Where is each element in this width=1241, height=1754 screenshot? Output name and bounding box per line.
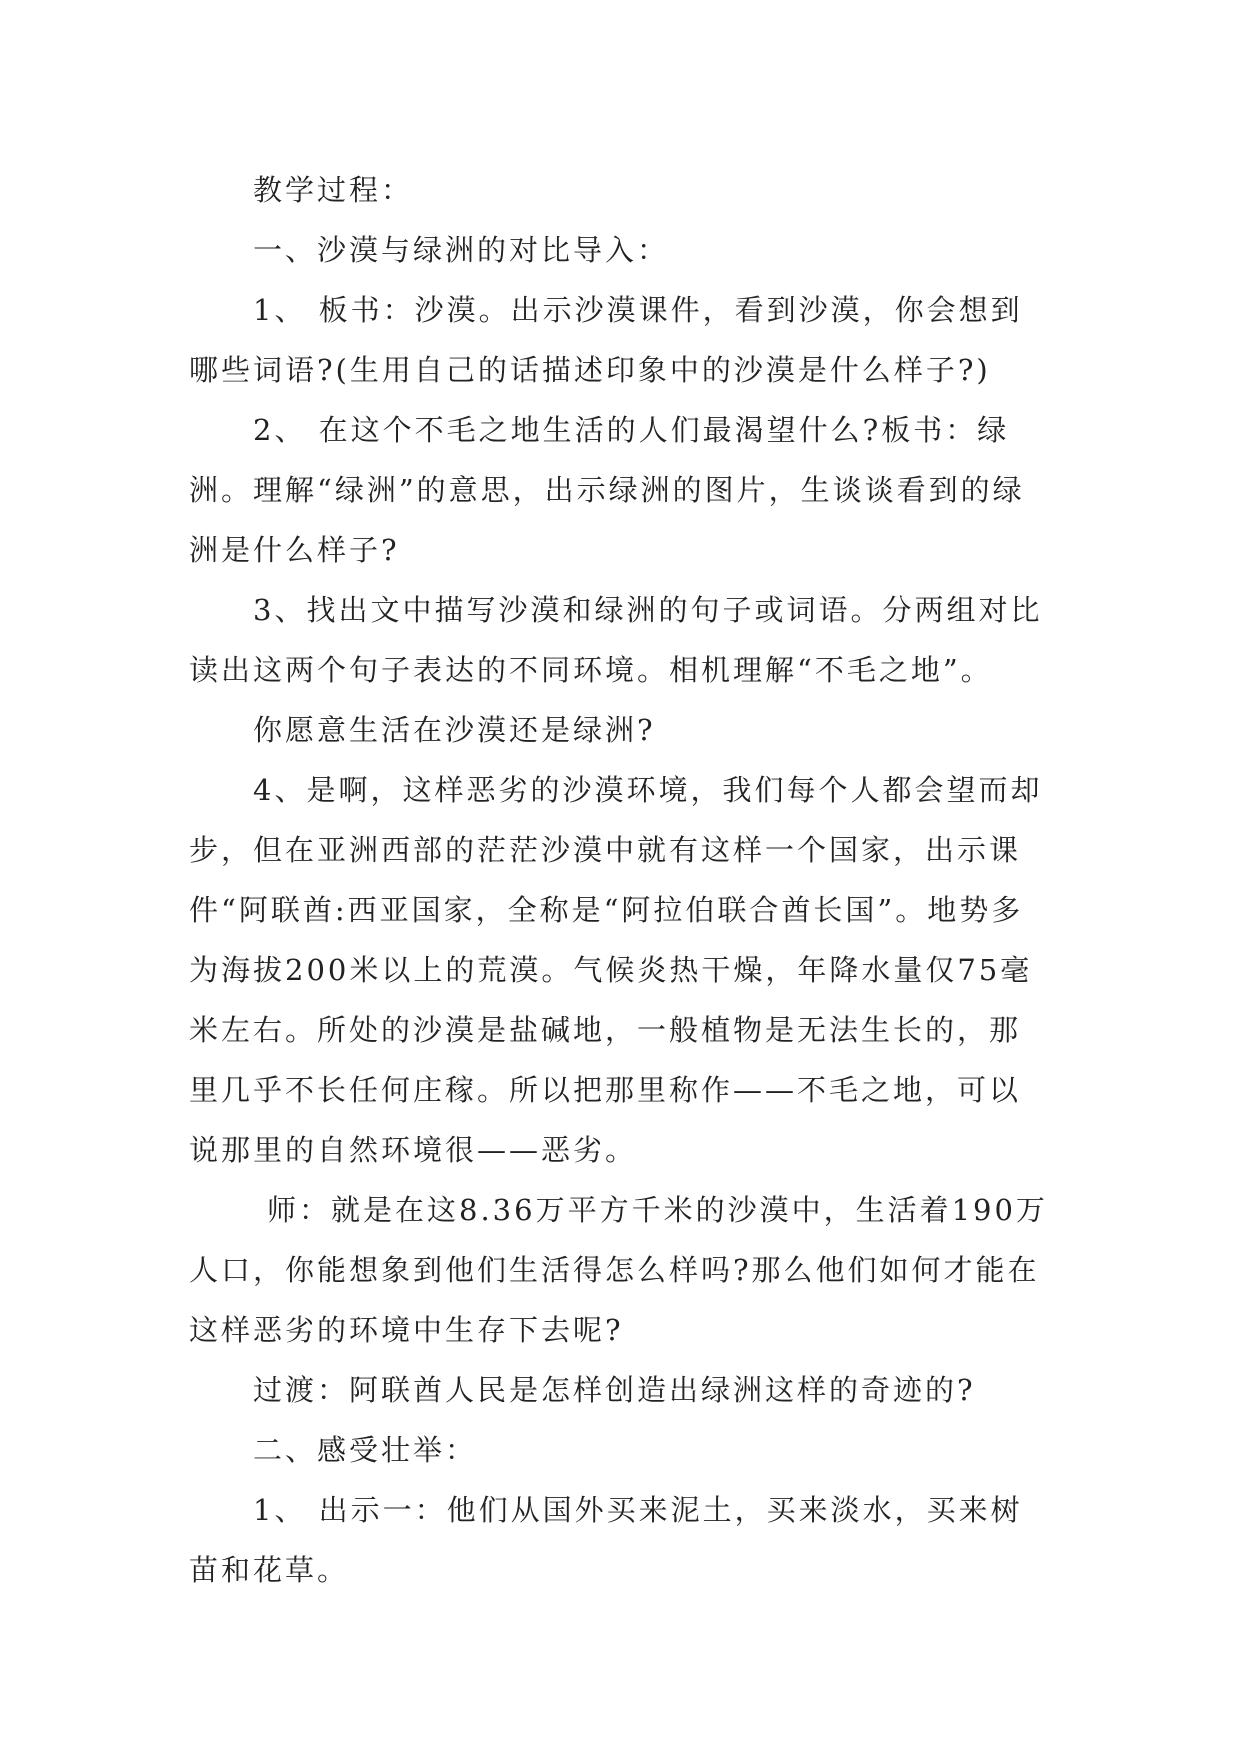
paragraph-teacher: 师：就是在这8.36万平方千米的沙漠中，生活着190万人口，你能想象到他们生活得怎么样吗?那么他们如何才能在这样恶劣的环境中生存下去呢?	[189, 1193, 1048, 1347]
section-heading-intro: 一、沙漠与绿洲的对比导入：	[253, 233, 670, 267]
paragraph-item-1: 1、 板书：沙漠。出示沙漠课件，看到沙漠，你会想到哪些词语?(生用自己的话描述印象中的沙漠是什么样子?)	[189, 293, 1023, 387]
document-body	[189, 160, 1049, 1600]
paragraph-item-3: 3、找出文中描写沙漠和绿洲的句子或词语。分两组对比读出这两个句子表达的不同环境。相机理解“不毛之地”。	[189, 593, 1043, 687]
paragraph-transition: 过渡：阿联酋人民是怎样创造出绿洲这样的奇迹的?	[253, 1373, 976, 1407]
paragraph-item-4: 4、是啊，这样恶劣的沙漠环境，我们每个人都会望而却步，但在亚洲西部的茫茫沙漠中就有这样一个国家，出示课件“阿联酋:西亚国家，全称是“阿拉伯联合酋长国”。地势多为海拔200米以上的荒漠。气候炎热干燥，年降水量仅75毫米左右。所处的沙漠是盐碱地，一般植物是无法生长的，那里几乎不长任何庄稼。所以把那里称作——不毛之地，可以说那里的自然环境很——恶劣。	[189, 773, 1043, 1167]
section-heading-feel: 二、感受壮举：	[253, 1433, 478, 1467]
paragraph-show-one: 1、 出示一：他们从国外买来泥土，买来淡水，买来树苗和花草。	[189, 1493, 1023, 1587]
heading-teaching-process: 教学过程：	[253, 173, 414, 207]
paragraph-item-2: 2、 在这个不毛之地生活的人们最渴望什么?板书：绿洲。理解“绿洲”的意思，出示绿洲的图片，生谈谈看到的绿洲是什么样子?	[189, 413, 1025, 567]
paragraph-question: 你愿意生活在沙漠还是绿洲?	[253, 713, 656, 747]
